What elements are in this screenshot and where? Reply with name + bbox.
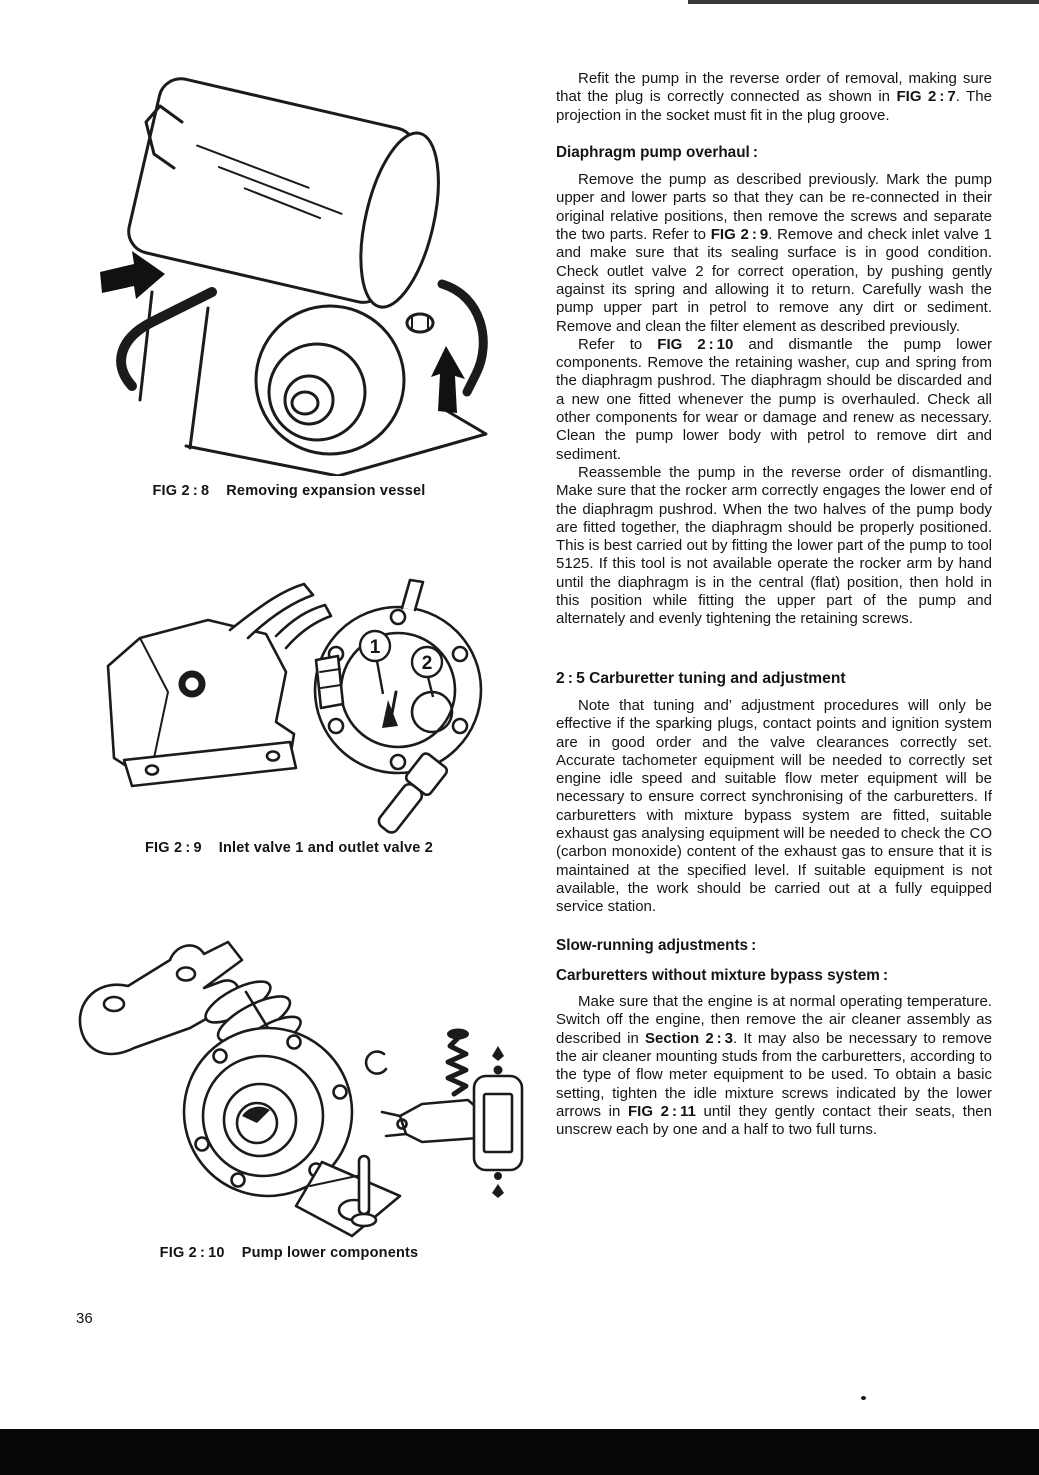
callout-1-number: 1	[369, 637, 381, 658]
figure-2-8-caption	[58, 483, 520, 499]
figure-2-10-caption	[58, 1245, 520, 1261]
page-number: 36	[76, 1310, 93, 1327]
subheading-slow-running-adjustments: Slow-running adjustments :	[556, 937, 757, 955]
scan-edge-top	[688, 0, 1039, 4]
article-column	[556, 70, 992, 1139]
valves-drawing	[80, 572, 505, 834]
spring	[448, 1038, 466, 1094]
subheading-carburetters-without-bypass: Carburetters without mixture bypass system :	[556, 966, 889, 984]
body-paragraph: Remove the pump as described previously. Mark the pump upper and lower parts so that they can be re-connected in their original relative positions, then remove the screws and separate the two parts. Refer to FIG 2 : 9. Remove and check inlet valve 1 and make sure that its sealing surface is in good condition. Check outlet valve 2 for correct operation, by pushing gently against its spring and allowing it to return. Carefully wash the pump upper part in petrol to remove any dirt or sediment. Remove and clean the filter element as described previously.	[556, 171, 992, 335]
figure-2-8-title: Removing expansion vessel	[226, 483, 426, 499]
figure-2-8-label: FIG 2 : 8	[152, 483, 210, 499]
figure-2-10-label: FIG 2 : 10	[159, 1245, 225, 1261]
figure-2-10-title: Pump lower components	[241, 1245, 419, 1261]
body-paragraph: Make sure that the engine is at normal operating temperature. Switch off the engine, then remove the air cleaner assembly as described in Section 2 : 3. It may also be necessary to remove the air cleaner mounting studs from the carburetters, according to the type of flow meter equipment to be used. To obtain a basic setting, tighten the idle mixture screws indicated by the lower arrows in FIG 2 : 11 until they gently contact their seats, then unscrew each by one and a half to two full turns.	[556, 993, 992, 1139]
figure-2-9-title: Inlet valve 1 and outlet valve 2	[218, 840, 434, 856]
vessel-cylinder	[124, 74, 452, 314]
figure-inlet-outlet-valves	[80, 572, 505, 834]
body-paragraph: Refit the pump in the reverse order of removal, making sure that the plug is correctly connected as shown in FIG 2 : 7. The projection in the socket must fit in the plug groove.	[556, 70, 992, 124]
figure-pump-lower-components	[70, 924, 525, 1240]
pushrod-pin	[359, 1156, 369, 1214]
body-paragraph: Reassemble the pump in the reverse order of dismantling. Make sure that the rocker arm correctly engages the lower end of the diaphragm pushrod. When the two halves of the pump body are fitted together, the diaphragm should be properly positioned. This is best carried out by fitting the lower part of the pump to tool 5125. If this tool is not available operate the rocker arm by hand until the diaphragm is in the central (flat) position, then hold in this position while fitting the upper part of the pump and alternately and evenly tightening the retaining screws.	[556, 463, 992, 628]
pump-components-drawing	[70, 924, 525, 1240]
figure-2-9-caption	[58, 840, 520, 856]
inlet-port	[316, 656, 343, 708]
figure-2-9-label: FIG 2 : 9	[144, 840, 202, 856]
rocker-arm-assembly	[400, 1100, 484, 1142]
run-in-heading-diaphragm-pump-overhaul: Diaphragm pump overhaul :	[556, 143, 758, 161]
gasket-plate	[474, 1076, 522, 1170]
callout-2-number: 2	[421, 653, 433, 674]
scan-speck	[861, 1396, 866, 1400]
figure-expansion-vessel	[90, 56, 510, 476]
body-paragraph: Refer to FIG 2 : 10 and dismantle the pump lower components. Remove the retaining washer, cup and spring from the diaphragm pushrod. The diaphragm should be discarded and a new one fitted whenever the pump is overhauled. Check all other components for wear or damage and renew as necessary. Clean the pump lower body with petrol to remove dirt and sediment.	[556, 335, 993, 463]
arrow-left-icon	[100, 251, 165, 299]
section-heading-carburetter-tuning: 2 : 5 Carburetter tuning and adjustment	[556, 669, 846, 687]
body-paragraph: Note that tuning and’ adjustment procedures will only be effective if the sparking plugs, contact points and ignition system are in good order and the valve clearances correctly set. Accurate tachometer equipment will be needed to correctly set engine idle speed and suitable flow meter equipment will be necessary to ensure correct synchronising of the carburetters. If carburetters with mixture bypass system are fitted, suitable exhaust gas analysing equipment will be needed to check the CO (carbon monoxide) content of the exhaust gas to ensure that it is maintained at the specified level. If suitable equipment is not available, the work should be carried out at a fully equipped service station.	[556, 696, 992, 916]
scan-edge-bottom	[0, 1429, 1039, 1475]
hex-nut	[407, 314, 433, 332]
arrow-up-icon	[431, 346, 465, 413]
retaining-clip	[366, 1052, 386, 1074]
expansion-vessel-drawing	[90, 56, 510, 476]
